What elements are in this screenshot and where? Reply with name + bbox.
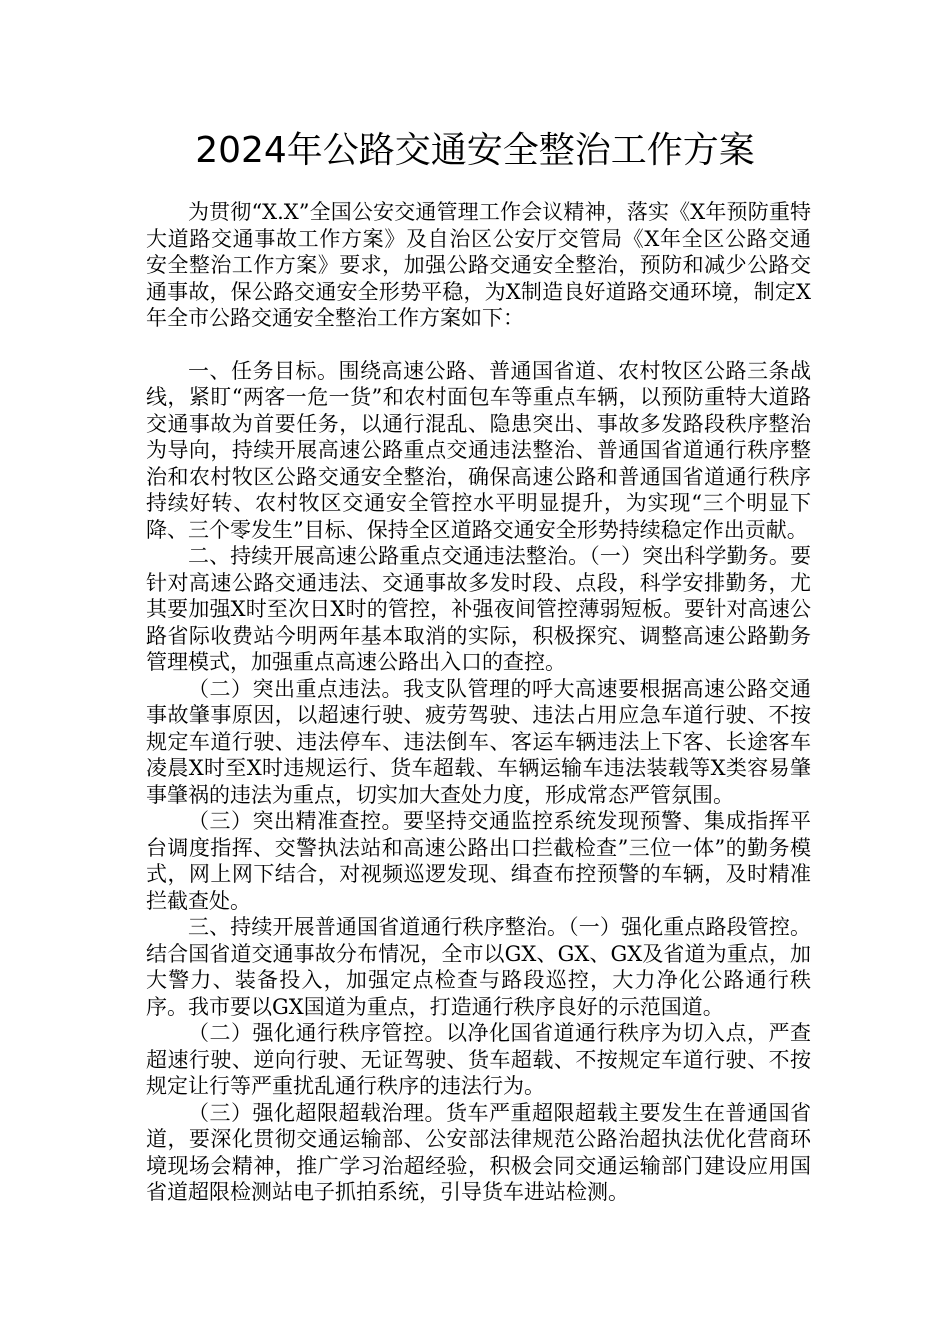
section-3-national-roads: 三、持续开展普通国省道通行秩序整治。（一）强化重点路段管控。结合国省道交通事故分布情况，全市以GX、GX、GX及省道为重点，加大警力、装备投入，加强定点检查与路段巡控，大力净化公路通行秩序。我市要以GX国道为重点，打造通行秩序良好的示范国道。 xyxy=(146,915,811,1019)
section-3-overload-control: （三）强化超限超载治理。货车严重超限超载主要发生在普通国省道，要深化贯彻交通运输部、公安部法律规范公路治超执法优化营商环境现场会精神，推广学习治超经验，积极会同交通运输部门建设应用国省道超限检测站电子抓拍系统，引导货车进站检测。 xyxy=(146,1100,811,1204)
section-2-precise-control: （三）突出精准查控。要坚持交通监控系统发现预警、集成指挥平台调度指挥、交警执法站和高速公路出口拦截检查”三位一体”的勤务模式，网上网下结合，对视频巡逻发现、缉查布控预警的车辆，及时精准拦截查处。 xyxy=(146,809,811,913)
section-3-traffic-order: （二）强化通行秩序管控。以净化国省道通行秩序为切入点，严查超速行驶、逆向行驶、无证驾驶、货车超载、不按规定车道行驶、不按规定让行等严重扰乱通行秩序的违法行为。 xyxy=(146,1021,811,1098)
document-title: 2024年公路交通安全整治工作方案 xyxy=(195,130,755,171)
paragraph-spacer xyxy=(146,332,811,358)
section-1-task-goals: 一、任务目标。围绕高速公路、普通国省道、农村牧区公路三条战线，紧盯“两客一危一货”和农村面包车等重点车辆，以预防重特大道路交通事故为首要任务，以通行混乱、隐患突出、事故多发路段秩序整治为导向，持续开展高速公路重点交通违法整治、普通国省道通行秩序整治和农村牧区公路交通安全整治，确保高速公路和普通国省道通行秩序持续好转、农村牧区交通安全管控水平明显提升，为实现“三个明显下降、三个零发生”目标、保持全区道路交通安全形势持续稳定作出贡献。 xyxy=(146,358,811,542)
intro-paragraph: 为贯彻“X.X”全国公安交通管理工作会议精神，落实《X年预防重特大道路交通事故工作方案》及自治区公安厅交管局《X年全区公路交通安全整治工作方案》要求，加强公路交通安全整治，预防和减少公路交通事故，保公路交通安全形势平稳，为X制造良好道路交通环境，制定X年全市公路交通安全整治工作方案如下： xyxy=(146,200,811,330)
section-2-key-violations: （二）突出重点违法。我支队管理的呼大高速要根据高速公路交通事故肇事原因，以超速行驶、疲劳驾驶、违法占用应急车道行驶、不按规定车道行驶、违法停车、违法倒车、客运车辆违法上下客、长途客车凌晨X时至X时违规运行、货车超载、车辆运输车违法装载等X类容易肇事肇祸的违法为重点，切实加大查处力度，形成常态严管氛围。 xyxy=(146,676,811,807)
section-2-highway-violations: 二、持续开展高速公路重点交通违法整治。（一）突出科学勤务。要针对高速公路交通违法、交通事故多发时段、点段，科学安排勤务，尤其要加强X时至次日X时的管控，补强夜间管控薄弱短板。要针对高速公路省际收费站今明两年基本取消的实际，积极探究、调整高速公路勤务管理模式，加强重点高速公路出入口的查控。 xyxy=(146,544,811,674)
document-body xyxy=(146,199,811,1206)
